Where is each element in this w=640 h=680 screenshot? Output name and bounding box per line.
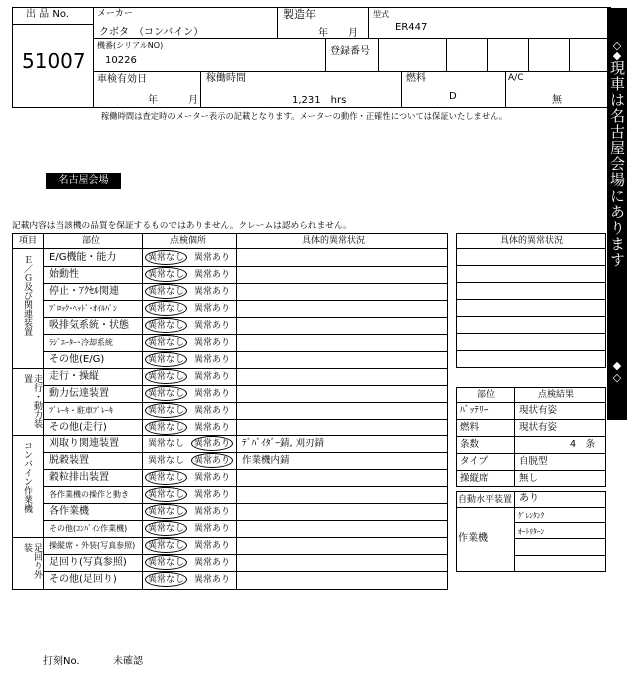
row-normal-option: 異常なし [148,439,185,449]
row-normal-option: 異常なし [148,304,185,314]
hours-value: 1,231 hrs [292,95,347,106]
hours-label: 稼働時間 [206,73,246,84]
row-part: 各作業機の操作と動き [49,490,129,499]
work-item-1: ｸﾞﾚﾝﾀﾝｸ [518,511,545,520]
side-row-label: 燃料 [460,422,480,433]
maker-label: メーカー [97,9,133,19]
row-part: 動力伝達装置 [49,388,109,399]
row-part: E/G機能・能力 [49,252,117,263]
auto-level-value: あり [519,493,539,504]
year-label: 製造年 [283,8,316,21]
selected-status-circle [145,420,187,435]
location-banner-text: 現車は名古屋会場にあります [608,60,626,268]
row-part: 脱穀装置 [49,455,89,466]
side-detail-header: 具体的異常状況 [500,236,564,246]
row-part: その他(E/G) [49,354,105,365]
selected-status-circle [145,301,187,316]
row-abnormal-option: 異常あり [194,406,231,416]
side-col-result: 点検結果 [538,390,575,400]
col-detail-header: 具体的異常状況 [302,236,366,246]
row-abnormal-option: 異常あり [194,490,231,500]
col-part-header: 部位 [82,236,101,246]
row-abnormal-option: 異常あり [194,575,231,585]
row-abnormal-option: 異常あり [194,389,231,399]
row-abnormal-option: 異常あり [194,541,231,551]
row-detail: 作業機内錆 [242,455,290,466]
stamp-label: 打刻No. [43,656,80,667]
row-normal-option: 異常なし [148,575,185,585]
selected-status-circle [145,538,187,553]
row-normal-option: 異常なし [148,270,185,280]
side-row-value: 4 条 [570,439,596,450]
ac-value: 無 [552,95,562,106]
selected-status-circle [145,470,187,485]
group-label: Ｅ／Ｇ及び関連装置 [22,255,32,336]
selected-status-circle [145,555,187,570]
row-normal-option: 異常なし [148,338,185,348]
side-detail-box [456,233,606,368]
diamond-filled-icon: ◆ [612,49,622,62]
row-part: その他(ｺﾝﾊﾞｲﾝ作業機) [49,524,128,533]
quality-note: 記載内容は当該機の品質を保証するものではありません。クレームは認められません。 [12,221,352,231]
side-row-label: ﾊﾞｯﾃﾘｰ [460,405,489,416]
row-part: 停止・ｱｸｾﾙ関連 [49,286,119,297]
row-part: その他(走行) [49,422,107,433]
side-row-value: 無し [519,473,539,484]
selected-status-circle [145,352,187,367]
selected-status-circle [191,436,233,451]
inspection-unit: 年 月 [148,95,198,106]
row-part: 操縦席・外装(写真参照) [49,541,136,550]
selected-status-circle [145,572,187,587]
selected-status-circle [145,250,187,265]
col-check-header: 点検個所 [170,236,207,246]
side-row-value: 自脱型 [519,456,548,467]
selected-status-circle [145,386,187,401]
row-abnormal-option: 異常あり [194,338,231,348]
ac-label: A/C [508,73,524,83]
row-part: 刈取り関連装置 [49,438,119,449]
side-row-label: 条数 [460,439,480,450]
diamond-filled-icon: ◆ [612,359,622,372]
row-abnormal-option: 異常あり [194,456,231,466]
selected-status-circle [145,504,187,519]
row-normal-option: 異常なし [148,507,185,517]
row-part: 穀粒排出装置 [49,472,109,483]
selected-status-circle [145,521,187,536]
row-normal-option: 異常なし [148,355,185,365]
work-item-2: ｵｰﾄﾘﾀｰﾝ [518,527,545,536]
row-part: ﾌﾞﾚｰｷ・駐車ﾌﾞﾚｰｷ [49,406,113,415]
row-normal-option: 異常なし [148,321,185,331]
row-normal-option: 異常なし [148,558,185,568]
venue-badge [46,173,121,189]
fuel-value: D [449,91,457,102]
venue-badge-label: 名古屋会場 [58,175,109,186]
group-label: 走行・動力装置 [22,374,42,428]
lot-label: 出 品 No. [26,9,69,20]
row-normal-option: 異常なし [148,541,185,551]
row-normal-option: 異常なし [148,456,185,466]
row-part: 始動性 [49,269,79,280]
row-abnormal-option: 異常あり [194,524,231,534]
row-detail: ﾃﾞﾊﾞｲﾀﾞｰ錆, 刈刃錆 [242,438,325,449]
side-row-label: 操縦席 [460,473,489,484]
row-abnormal-option: 異常あり [194,423,231,433]
fuel-label: 燃料 [406,73,426,84]
row-normal-option: 異常なし [148,389,185,399]
row-normal-option: 異常なし [148,473,185,483]
lot-number: 51007 [22,49,86,73]
col-item-header: 項目 [19,236,38,246]
selected-status-circle [145,267,187,282]
side-row-value: 現状有姿 [519,422,558,433]
selected-status-circle [145,369,187,384]
serial-value: 10226 [105,55,137,66]
year-unit: 年 月 [318,28,358,39]
group-label: 足回り外装 [22,543,42,579]
row-abnormal-option: 異常あり [194,372,231,382]
row-normal-option: 異常なし [148,372,185,382]
side-row-value: 現状有姿 [519,405,558,416]
row-abnormal-option: 異常あり [194,473,231,483]
reg-label: 登録番号 [330,46,370,57]
model-label: 型式 [373,10,389,19]
row-part: その他(足回り) [49,574,117,585]
row-normal-option: 異常なし [148,423,185,433]
row-abnormal-option: 異常あり [194,270,231,280]
side-row-label: タイプ [460,456,489,467]
work-machine-label: 作業機 [458,533,488,544]
stamp-value: 未確認 [113,656,143,667]
row-part: ﾗｼﾞｴｰﾀｰ･冷却系統 [49,338,113,347]
row-abnormal-option: 異常あり [194,321,231,331]
maker-value: クボタ （コンバイン） [99,27,204,38]
meter-note: 稼働時間は査定時のメーター表示の記載となります。メーターの動作・正確性については保証いたしません。 [101,111,508,121]
row-abnormal-option: 異常あり [194,304,231,314]
selected-status-circle [145,318,187,333]
row-part: 吸排気系統・状態 [49,320,129,331]
row-abnormal-option: 異常あり [194,558,231,568]
model-value: ER447 [395,22,428,33]
row-normal-option: 異常なし [148,287,185,297]
diamond-outline-icon: ◇ [612,39,622,52]
row-abnormal-option: 異常あり [194,507,231,517]
row-normal-option: 異常なし [148,524,185,534]
row-abnormal-option: 異常あり [194,253,231,263]
inspection-label: 車検有効日 [97,74,147,85]
row-part: ﾌﾞﾛｯｸ･ﾍｯﾄﾞ･ｵｲﾙﾊﾟﾝ [49,304,117,313]
row-normal-option: 異常なし [148,490,185,500]
row-normal-option: 異常なし [148,406,185,416]
row-part: 足回り(写真参照) [49,557,127,568]
row-part: 各作業機 [49,506,89,517]
serial-label: 機番(シリアルNO) [97,41,164,50]
selected-status-circle [145,284,187,299]
group-label: コンバイン作業機 [22,441,32,513]
side-col-part: 部位 [477,390,496,400]
row-abnormal-option: 異常あり [194,355,231,365]
row-abnormal-option: 異常あり [194,439,231,449]
selected-status-circle [191,453,233,468]
row-normal-option: 異常なし [148,253,185,263]
selected-status-circle [145,335,187,350]
location-banner [607,8,627,420]
row-abnormal-option: 異常あり [194,287,231,297]
selected-status-circle [145,403,187,418]
selected-status-circle [145,487,187,502]
auto-level-label: 自動水平装置 [458,495,513,505]
row-part: 走行・操縦 [49,371,99,382]
diamond-outline-icon: ◇ [612,371,622,384]
